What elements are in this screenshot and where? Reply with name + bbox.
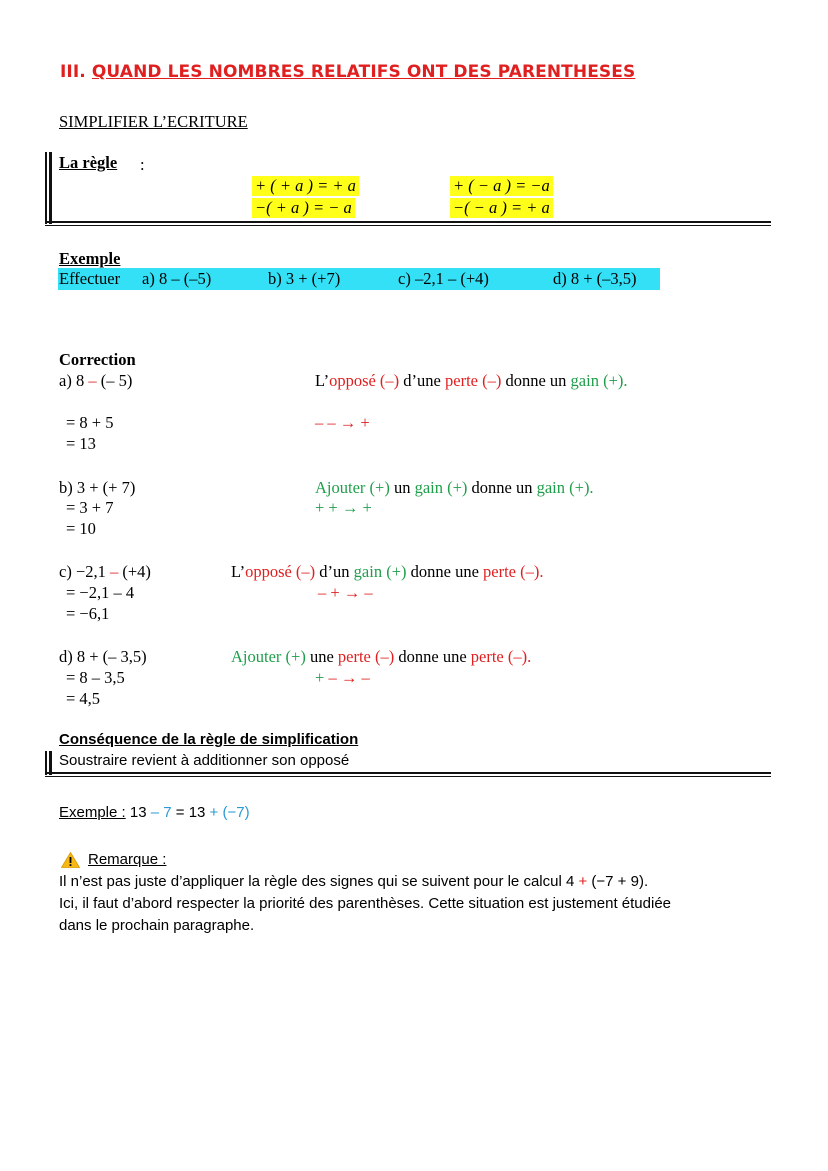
rule-formula-1: + ( + a ) = + a <box>252 176 359 196</box>
remarque-line3: dans le prochain paragraphe. <box>59 917 255 934</box>
correction-b-signs: + + → + <box>315 498 372 517</box>
correction-d-line2: = 8 – 3,5 <box>66 668 125 687</box>
correction-a-line3: = 13 <box>66 434 96 453</box>
consequence-bottom-line <box>45 772 771 774</box>
rule-formula-4: −( − a ) = + a <box>450 198 553 218</box>
correction-c-line1: c) −2,1 – (+4) <box>59 562 151 581</box>
consequence-bottom-line-2 <box>45 776 771 777</box>
correction-d-line1: d) 8 + (– 3,5) <box>59 647 147 666</box>
consequence-text: Soustraire revient à additionner son opposé <box>59 752 350 769</box>
consequence-heading: Conséquence de la règle de simplification <box>59 731 359 748</box>
correction-b-line3: = 10 <box>66 519 96 538</box>
correction-d-signs: + – → – <box>315 668 370 687</box>
exemple-item-a: a) 8 – (–5) <box>142 269 212 288</box>
rule-box-border-thick <box>49 152 52 224</box>
correction-c-line3: = −6,1 <box>66 604 110 623</box>
exemple-item-d: d) 8 + (–3,5) <box>553 269 637 288</box>
correction-b-line1: b) 3 + (+ 7) <box>59 478 136 497</box>
correction-c-explanation: L’opposé (–) d’un gain (+) donne une perte (–). <box>231 562 544 581</box>
warning-icon <box>61 852 80 873</box>
correction-heading: Correction <box>59 350 136 369</box>
correction-c-line2: = −2,1 – 4 <box>66 583 135 602</box>
correction-d-explanation: Ajouter (+) une perte (–) donne une perte (–). <box>231 647 532 666</box>
rule-label: La règle <box>59 153 118 172</box>
correction-d-line3: = 4,5 <box>66 689 101 708</box>
rule-colon: : <box>140 155 145 174</box>
exemple-item-b: b) 3 + (+7) <box>268 269 341 288</box>
remarque-line1: Il n’est pas juste d’appliquer la règle des signes qui se suivent pour le calcul 4 + (−7 + 9). <box>59 873 649 890</box>
correction-b-line2: = 3 + 7 <box>66 498 114 517</box>
rule-box-bottom-line <box>45 221 771 223</box>
correction-a-signs: – – → + <box>315 413 370 432</box>
exemple-heading: Exemple <box>59 249 121 268</box>
subtitle: SIMPLIFIER L’ECRITURE <box>59 112 248 131</box>
rule-box-bottom-line-2 <box>45 225 771 226</box>
page-title <box>60 62 635 82</box>
rule-formula-2: −( + a ) = − a <box>252 198 355 218</box>
exemple2-line: Exemple : 13 – 7 = 13 + (−7) <box>59 804 250 821</box>
correction-a-line2: = 8 + 5 <box>66 413 114 432</box>
correction-a-line1: a) 8 – (– 5) <box>59 371 133 390</box>
correction-c-signs: – + → – <box>318 583 373 602</box>
correction-a-explanation: L’opposé (–) d’une perte (–) donne un gain (+). <box>315 371 628 390</box>
remarque-line2: Ici, il faut d’abord respecter la priorité des parenthèses. Cette situation est justement étudiée <box>59 895 672 912</box>
remarque-label: Remarque : <box>88 851 167 868</box>
title-text: QUAND LES NOMBRES RELATIFS ONT DES PARENTHESES <box>91 62 636 82</box>
title-number: III. <box>60 62 86 82</box>
rule-box-border-thin <box>45 152 47 224</box>
exemple-item-c: c) –2,1 – (+4) <box>398 269 489 288</box>
rule-formula-3: + ( − a ) = −a <box>450 176 553 196</box>
exemple-intro: Effectuer <box>59 269 121 288</box>
correction-b-explanation: Ajouter (+) un gain (+) donne un gain (+). <box>315 478 594 497</box>
